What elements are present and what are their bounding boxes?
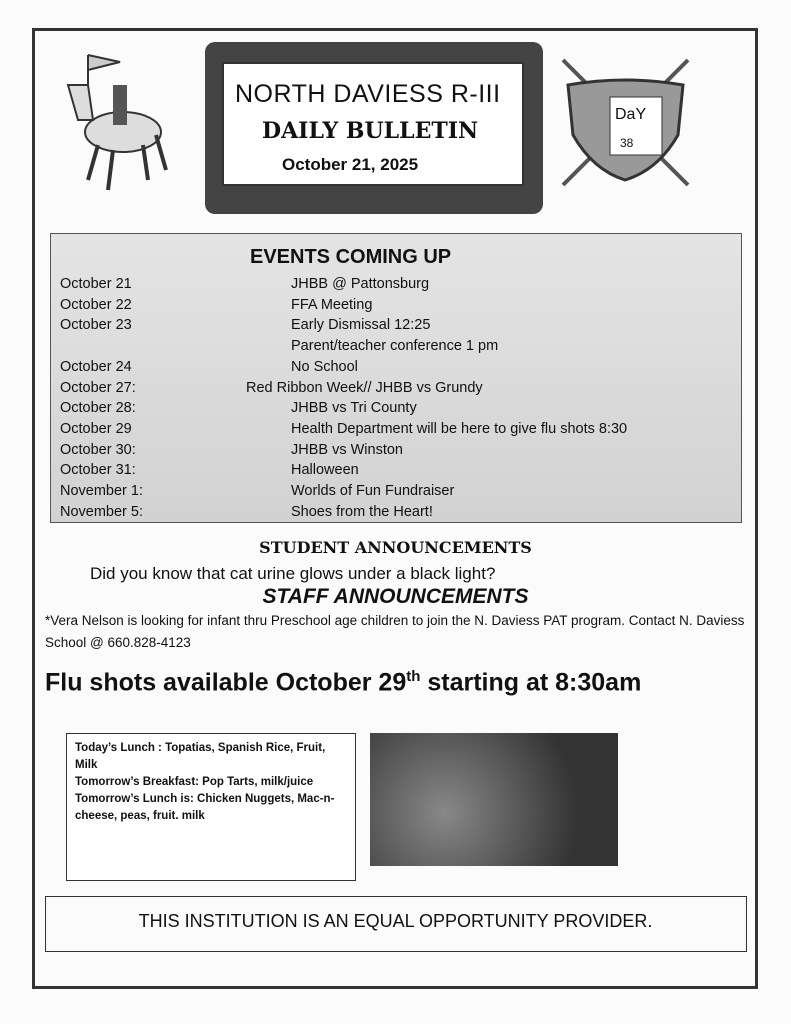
event-row	[60, 504, 740, 524]
event-row	[60, 359, 740, 379]
event-date: October 28:	[60, 400, 136, 417]
event-row	[60, 380, 740, 400]
event-row	[60, 317, 740, 337]
event-date: October 29	[60, 420, 132, 437]
event-date: October 27:	[60, 379, 136, 396]
event-description: Parent/teacher conference 1 pm	[291, 338, 499, 355]
tomorrow-breakfast: Tomorrow’s Breakfast: Pop Tarts, milk/juice	[75, 776, 314, 788]
flu-sup: th	[406, 668, 421, 685]
tomorrow-lunch: Tomorrow’s Lunch is: Chicken Nuggets, Mac-n-cheese, peas, fruit. milk	[75, 793, 335, 822]
event-date: November 1:	[60, 483, 144, 499]
event-date: October 21	[60, 276, 132, 292]
event-date: November 5:	[60, 503, 144, 520]
event-row	[60, 276, 740, 296]
event-description: Early Dismissal 12:25	[291, 317, 431, 334]
event-date: October 31:	[60, 462, 136, 479]
knight-on-horse-icon	[58, 50, 173, 195]
event-date: October 30:	[60, 441, 136, 458]
event-row	[60, 462, 740, 482]
event-description: Shoes from the Heart!	[291, 503, 433, 520]
event-description: Health Department will be here to give flu shots 8:30	[291, 420, 628, 437]
event-description: No School	[291, 358, 358, 375]
event-description: JHBB vs Winston	[291, 441, 403, 458]
flu-text-end: starting at 8:30am	[420, 668, 642, 697]
student-announcement-text: Did you know that cat urine glows under a black light?	[90, 564, 496, 583]
flu-text: Flu shots available October 29	[45, 668, 407, 697]
staff-announcement-text: *Vera Nelson is looking for infant thru Preschool age children to join the N. Daviess PAT program. Contact N. Daviess School @ 660.828-4123	[45, 613, 745, 650]
event-date: October 24	[60, 358, 132, 375]
event-description: JHBB @ Pattonsburg	[291, 276, 430, 292]
event-description: JHBB vs Tri County	[291, 400, 417, 417]
event-row	[60, 442, 740, 462]
flu-shots-notice	[45, 668, 641, 697]
staff-announcements-title: STAFF ANNOUNCEMENTS	[262, 585, 529, 608]
event-description: Worlds of Fun Fundraiser	[291, 483, 455, 499]
event-row	[60, 297, 740, 317]
event-date: October 22	[60, 296, 132, 313]
menu-box	[66, 733, 356, 881]
event-row	[60, 338, 740, 358]
event-description: Halloween	[291, 462, 359, 479]
school-name: NORTH DAVIESS R-III	[235, 80, 501, 108]
event-description: Red Ribbon Week// JHBB vs Grundy	[246, 379, 483, 396]
student-announcements-title: STUDENT ANNOUNCEMENTS	[259, 538, 532, 557]
bulletin-title: DAILY BULLETIN	[262, 118, 479, 144]
gourd-jack-o-lantern-photo	[370, 733, 618, 866]
day-label: DaY	[615, 106, 647, 123]
event-row	[60, 421, 740, 441]
event-date: October 23	[60, 317, 132, 334]
events-title: EVENTS COMING UP	[250, 246, 452, 268]
event-row	[60, 483, 740, 503]
event-description: FFA Meeting	[291, 296, 373, 313]
todays-lunch: Today’s Lunch : Topatias, Spanish Rice, Fruit, Milk	[75, 742, 326, 771]
bulletin-date: October 21, 2025	[282, 155, 419, 174]
equal-opportunity-statement: THIS INSTITUTION IS AN EQUAL OPPORTUNITY PROVIDER.	[138, 911, 653, 931]
day-number: 38	[620, 136, 634, 150]
event-row	[60, 400, 740, 420]
